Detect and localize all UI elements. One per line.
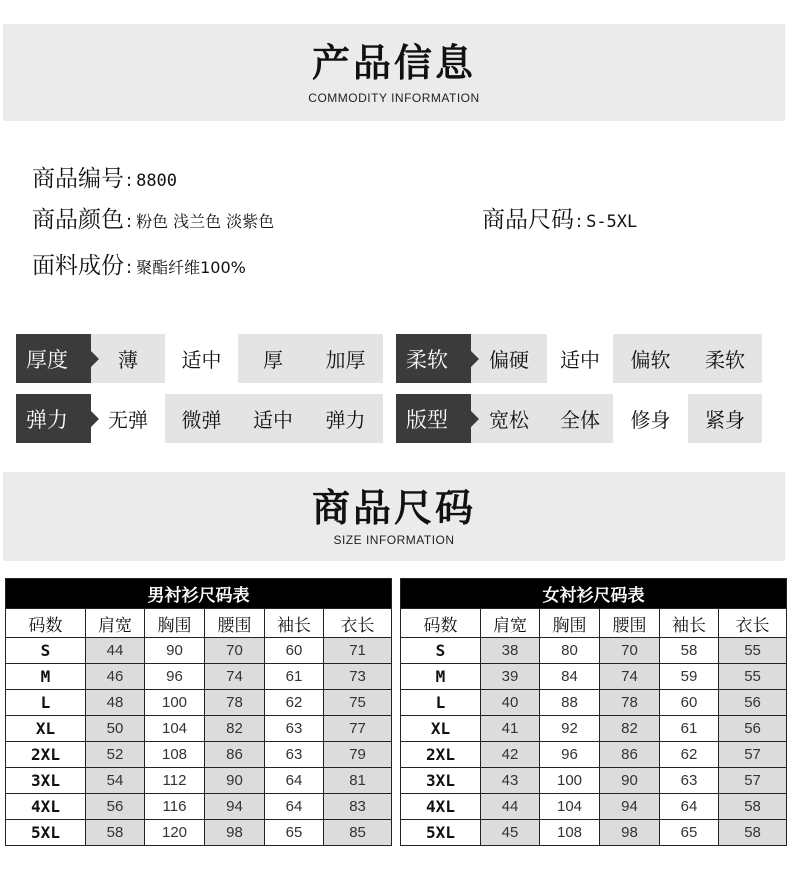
softness-option-soft: 柔软 — [688, 334, 762, 383]
women-shoulder-value: 41 — [481, 716, 540, 742]
thickness-option-thick: 厚 — [238, 334, 308, 383]
women-size-label: S — [401, 638, 481, 664]
men-sleeve-value: 61 — [265, 664, 324, 690]
fit-option-regular: 全体 — [547, 394, 613, 443]
men-length-value: 83 — [324, 794, 392, 820]
women-header-length: 衣长 — [719, 609, 787, 638]
women-size-label: XL — [401, 716, 481, 742]
women-waist-value: 98 — [600, 820, 660, 846]
men-shoulder-value: 58 — [86, 820, 145, 846]
men-shoulder-value: 56 — [86, 794, 145, 820]
women-length-value: 58 — [719, 820, 787, 846]
women-length-value: 55 — [719, 664, 787, 690]
fit-label: 版型 — [396, 394, 471, 443]
elasticity-option-slight: 微弹 — [165, 394, 238, 443]
women-waist-value: 82 — [600, 716, 660, 742]
size-value: S-5XL — [586, 212, 638, 232]
women-size-label: 3XL — [401, 768, 481, 794]
women-shoulder-value: 45 — [481, 820, 540, 846]
table-row — [401, 820, 787, 846]
softness-option-soft-ish: 偏软 — [613, 334, 688, 383]
women-shoulder-value: 38 — [481, 638, 540, 664]
men-chest-value: 108 — [145, 742, 205, 768]
women-sleeve-value: 61 — [660, 716, 719, 742]
men-size-label: M — [6, 664, 86, 690]
thickness-label: 厚度 — [16, 334, 91, 383]
elasticity-row — [16, 394, 383, 443]
men-size-label: L — [6, 690, 86, 716]
men-size-label: 2XL — [6, 742, 86, 768]
thickness-row — [16, 334, 383, 383]
men-chest-value: 96 — [145, 664, 205, 690]
men-waist-value: 78 — [205, 690, 265, 716]
women-size-label: L — [401, 690, 481, 716]
men-sleeve-value: 62 — [265, 690, 324, 716]
fit-option-tight: 紧身 — [688, 394, 762, 443]
table-row — [401, 664, 787, 690]
table-row — [401, 638, 787, 664]
women-sleeve-value: 60 — [660, 690, 719, 716]
commodity-title: 产品信息 — [311, 41, 476, 85]
table-row — [6, 716, 392, 742]
women-chest-value: 80 — [540, 638, 600, 664]
men-length-value: 79 — [324, 742, 392, 768]
table-row — [401, 716, 787, 742]
men-size-label: S — [6, 638, 86, 664]
women-length-value: 58 — [719, 794, 787, 820]
men-header-size: 码数 — [6, 609, 86, 638]
men-chest-value: 112 — [145, 768, 205, 794]
men-header-row — [6, 609, 392, 638]
elasticity-option-medium: 适中 — [238, 394, 308, 443]
women-length-value: 57 — [719, 768, 787, 794]
table-row — [6, 742, 392, 768]
fabric-value: 聚酯纤维100% — [136, 258, 246, 277]
women-length-value: 56 — [719, 690, 787, 716]
women-header-sleeve: 袖长 — [660, 609, 719, 638]
women-waist-value: 70 — [600, 638, 660, 664]
women-chest-value: 88 — [540, 690, 600, 716]
men-size-label: XL — [6, 716, 86, 742]
men-length-value: 77 — [324, 716, 392, 742]
fabric-field — [32, 247, 246, 280]
table-row — [6, 664, 392, 690]
women-table-title: 女衬衫尺码表 — [401, 579, 787, 609]
men-sleeve-value: 65 — [265, 820, 324, 846]
item-no-value: 8800 — [136, 171, 178, 191]
women-length-value: 55 — [719, 638, 787, 664]
women-header-size: 码数 — [401, 609, 481, 638]
fit-option-slim: 修身 — [613, 394, 688, 443]
men-sleeve-value: 64 — [265, 768, 324, 794]
men-chest-value: 116 — [145, 794, 205, 820]
men-waist-value: 70 — [205, 638, 265, 664]
women-chest-value: 92 — [540, 716, 600, 742]
women-sleeve-value: 58 — [660, 638, 719, 664]
men-sleeve-value: 64 — [265, 794, 324, 820]
table-row — [401, 768, 787, 794]
item-no-colon: : — [126, 170, 133, 191]
men-waist-value: 82 — [205, 716, 265, 742]
table-row — [6, 638, 392, 664]
fit-option-loose: 宽松 — [471, 394, 547, 443]
women-length-value: 56 — [719, 716, 787, 742]
women-size-label: 4XL — [401, 794, 481, 820]
women-length-value: 57 — [719, 742, 787, 768]
men-length-value: 71 — [324, 638, 392, 664]
men-waist-value: 94 — [205, 794, 265, 820]
table-row — [401, 794, 787, 820]
women-chest-value: 100 — [540, 768, 600, 794]
fabric-colon: : — [126, 257, 133, 278]
men-shoulder-value: 50 — [86, 716, 145, 742]
men-chest-value: 104 — [145, 716, 205, 742]
men-chest-value: 90 — [145, 638, 205, 664]
women-waist-value: 74 — [600, 664, 660, 690]
women-waist-value: 94 — [600, 794, 660, 820]
women-shoulder-value: 44 — [481, 794, 540, 820]
softness-label: 柔软 — [396, 334, 471, 383]
men-header-sleeve: 袖长 — [265, 609, 324, 638]
women-table-body — [401, 638, 787, 846]
women-chest-value: 84 — [540, 664, 600, 690]
women-size-label: 2XL — [401, 742, 481, 768]
table-row — [6, 768, 392, 794]
men-waist-value: 86 — [205, 742, 265, 768]
elasticity-option-none: 无弹 — [91, 394, 165, 443]
women-header-chest: 胸围 — [540, 609, 600, 638]
women-chest-value: 96 — [540, 742, 600, 768]
women-header-shoulder: 肩宽 — [481, 609, 540, 638]
men-shoulder-value: 48 — [86, 690, 145, 716]
men-chest-value: 100 — [145, 690, 205, 716]
women-sleeve-value: 59 — [660, 664, 719, 690]
commodity-subtitle: COMMODITY INFORMATION — [308, 91, 480, 105]
softness-row — [396, 334, 762, 383]
women-shoulder-value: 40 — [481, 690, 540, 716]
men-waist-value: 98 — [205, 820, 265, 846]
softness-option-medium: 适中 — [547, 334, 613, 383]
women-size-table — [400, 578, 787, 846]
table-row — [401, 742, 787, 768]
men-table-body — [6, 638, 392, 846]
item-no-field — [32, 160, 177, 193]
women-chest-value: 108 — [540, 820, 600, 846]
men-header-chest: 胸围 — [145, 609, 205, 638]
women-waist-value: 86 — [600, 742, 660, 768]
men-shoulder-value: 44 — [86, 638, 145, 664]
item-no-label: 商品编号 — [32, 166, 124, 192]
men-sleeve-value: 63 — [265, 742, 324, 768]
size-colon: : — [576, 211, 583, 232]
men-chest-value: 120 — [145, 820, 205, 846]
women-shoulder-value: 43 — [481, 768, 540, 794]
men-waist-value: 74 — [205, 664, 265, 690]
men-length-value: 85 — [324, 820, 392, 846]
thickness-option-medium: 适中 — [165, 334, 238, 383]
women-shoulder-value: 42 — [481, 742, 540, 768]
table-row — [6, 690, 392, 716]
elasticity-option-stretch: 弹力 — [308, 394, 383, 443]
women-header-waist: 腰围 — [600, 609, 660, 638]
men-size-label: 4XL — [6, 794, 86, 820]
men-length-value: 81 — [324, 768, 392, 794]
women-waist-value: 90 — [600, 768, 660, 794]
men-shoulder-value: 52 — [86, 742, 145, 768]
size-label: 商品尺码 — [482, 207, 574, 233]
elasticity-label: 弹力 — [16, 394, 91, 443]
men-sleeve-value: 63 — [265, 716, 324, 742]
women-size-label: M — [401, 664, 481, 690]
men-header-length: 衣长 — [324, 609, 392, 638]
color-label: 商品颜色 — [32, 207, 124, 233]
color-colon: : — [126, 211, 133, 232]
size-info-subtitle: SIZE INFORMATION — [333, 533, 455, 547]
men-shoulder-value: 54 — [86, 768, 145, 794]
thickness-option-thin: 薄 — [91, 334, 165, 383]
table-row — [6, 820, 392, 846]
women-header-row — [401, 609, 787, 638]
men-length-value: 73 — [324, 664, 392, 690]
men-shoulder-value: 46 — [86, 664, 145, 690]
men-size-label: 3XL — [6, 768, 86, 794]
commodity-info-header — [3, 24, 785, 121]
women-sleeve-value: 65 — [660, 820, 719, 846]
color-value: 粉色 浅兰色 淡紫色 — [136, 212, 275, 231]
men-length-value: 75 — [324, 690, 392, 716]
women-sleeve-value: 64 — [660, 794, 719, 820]
women-waist-value: 78 — [600, 690, 660, 716]
men-table-title: 男衬衫尺码表 — [6, 579, 392, 609]
softness-option-hard: 偏硬 — [471, 334, 547, 383]
women-shoulder-value: 39 — [481, 664, 540, 690]
thickness-option-extra-thick: 加厚 — [308, 334, 383, 383]
color-field — [32, 201, 274, 234]
fabric-label: 面料成份 — [32, 253, 124, 279]
table-row — [401, 690, 787, 716]
men-sleeve-value: 60 — [265, 638, 324, 664]
men-header-waist: 腰围 — [205, 609, 265, 638]
men-waist-value: 90 — [205, 768, 265, 794]
women-size-label: 5XL — [401, 820, 481, 846]
size-info-header — [3, 472, 785, 561]
women-sleeve-value: 63 — [660, 768, 719, 794]
men-size-label: 5XL — [6, 820, 86, 846]
fit-row — [396, 394, 762, 443]
size-info-title: 商品尺码 — [311, 486, 476, 530]
size-field — [482, 201, 637, 234]
men-size-table — [5, 578, 392, 846]
women-chest-value: 104 — [540, 794, 600, 820]
women-sleeve-value: 62 — [660, 742, 719, 768]
men-header-shoulder: 肩宽 — [86, 609, 145, 638]
table-row — [6, 794, 392, 820]
